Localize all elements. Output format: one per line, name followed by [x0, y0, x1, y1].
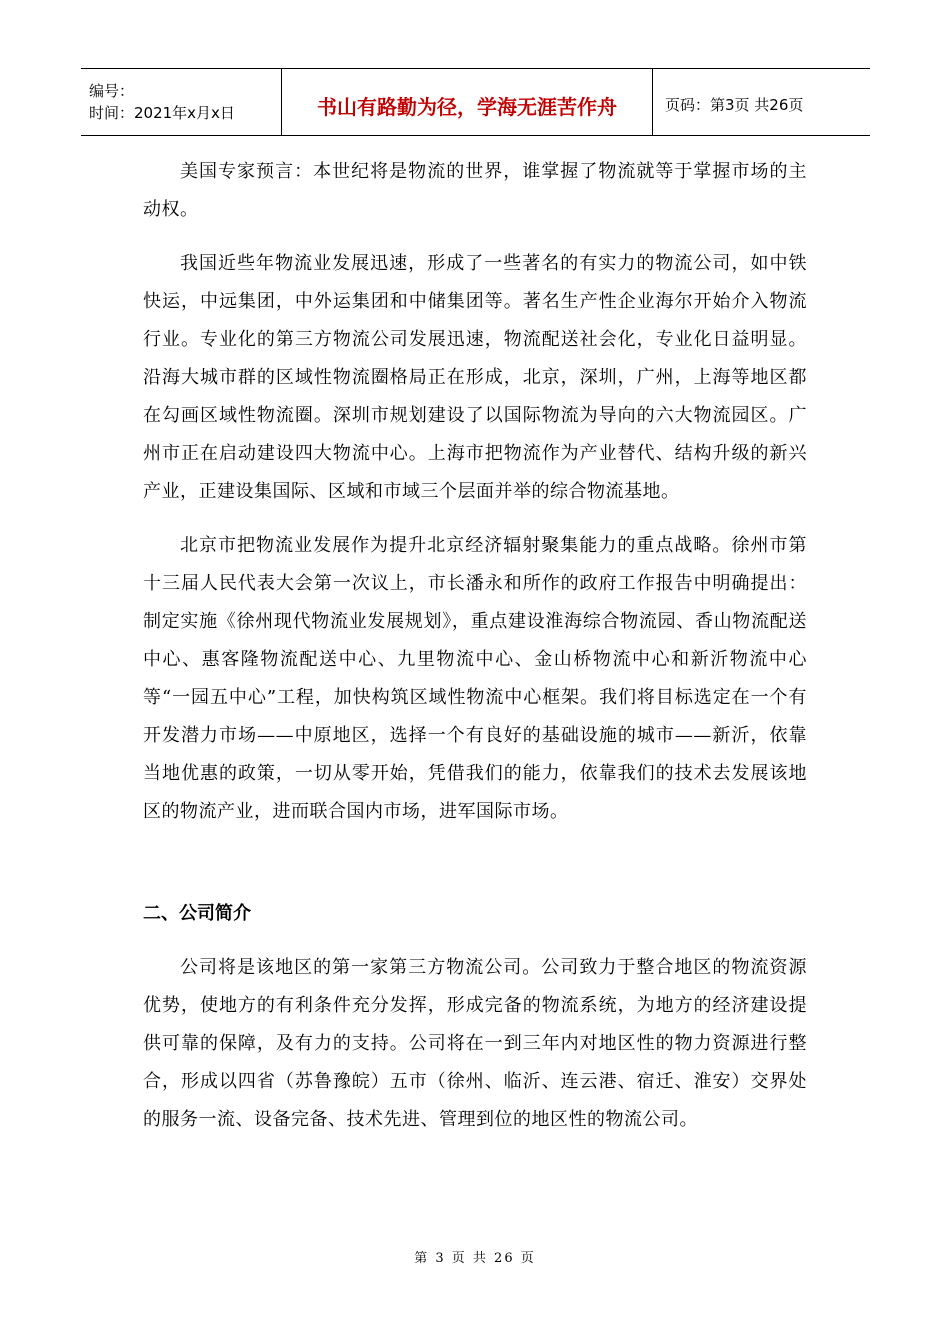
header-meta-cell	[81, 69, 281, 135]
document-number-label: 编号：	[89, 82, 135, 100]
page-footer: 第 3 页 共 26 页	[414, 1251, 536, 1266]
paragraph-2: 我国近些年物流业发展迅速，形成了一些著名的有实力的物流公司，如中铁快运，中远集团，中外运集团和中储集团等。著名生产性企业海尔开始介入物流行业。专业化的第三方物流公司发展迅速，物流配送社会化，专业化日益明显。沿海大城市群的区域性物流圈格局正在形成，北京，深圳，广州，上海等地区都在勾画区域性物流圈。深圳市规划建设了以国际物流为导向的六大物流园区。广州市正在启动建设四大物流中心。上海市把物流作为产业替代、结构升级的新兴产业，正建设集国际、区域和市域三个层面并举的综合物流基地。	[143, 253, 807, 502]
paragraph-1: 美国专家预言：本世纪将是物流的世界，谁掌握了物流就等于掌握市场的主动权。	[143, 161, 807, 220]
paragraph-4: 公司将是该地区的第一家第三方物流公司。公司致力于整合地区的物流资源优势，使地方的有利条件充分发挥，形成完备的物流系统，为地方的经济建设提供可靠的保障，及有力的支持。公司将在一到三年内对地区性的物力资源进行整合，形成以四省（苏鲁豫皖）五市（徐州、临沂、连云港、宿迁、淮安）交界处的服务一流、设备完备、技术先进、管理到位的地区性的物流公司。	[143, 957, 807, 1130]
header-motto: 书山有路勤为径，学海无涯苦作舟	[281, 69, 653, 135]
section-heading: 二、公司简介	[143, 903, 251, 924]
document-body	[143, 153, 807, 1139]
page-header-table	[81, 68, 870, 136]
document-date-label: 时间：2021年x月x日	[89, 104, 235, 122]
paragraph-3: 北京市把物流业发展作为提升北京经济辐射聚集能力的重点战略。徐州市第十三届人民代表大会第一次议上，市长潘永和所作的政府工作报告中明确提出：制定实施《徐州现代物流业发展规划》，重点建设淮海综合物流园、香山物流配送中心、惠客隆物流配送中心、九里物流中心、金山桥物流中心和新沂物流中心等“一园五中心”工程，加快构筑区域性物流中心框架。我们将目标选定在一个有开发潜力市场——中原地区，选择一个有良好的基础设施的城市——新沂，依靠当地优惠的政策，一切从零开始，凭借我们的能力，依靠我们的技术去发展该地区的物流产业，进而联合国内市场，进军国际市场。	[143, 535, 807, 822]
header-page-info: 页码：第3页 共26页	[665, 95, 804, 114]
